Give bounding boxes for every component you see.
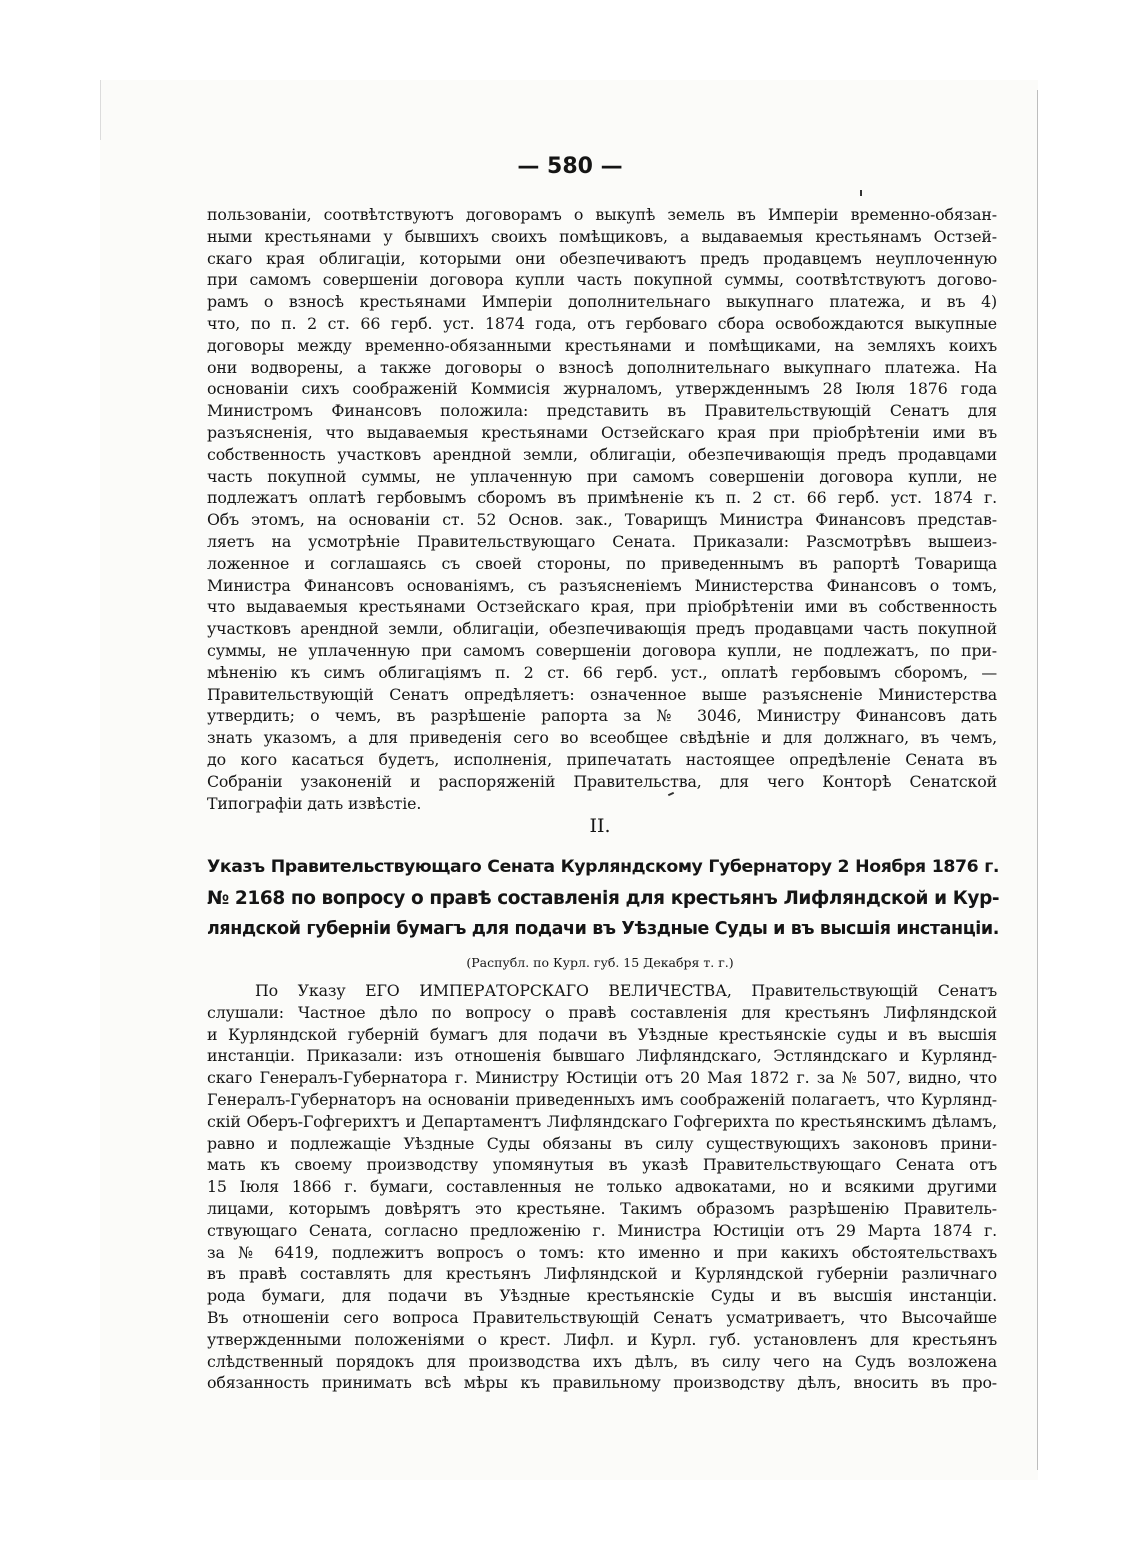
decree-i-text <box>207 204 997 814</box>
text-line: утвержденными положеніями о крест. Лифл. и Курл. губ. установленъ для крестьянъ <box>207 1329 997 1349</box>
text-line: мать къ своему производству упомянутыя въ указѣ Правительствующаго Сената отъ <box>207 1155 997 1175</box>
text-line: и Курляндской губерній бумагъ для подачи въ Уѣздные крестьянскіе суды и въ высшія <box>207 1024 997 1044</box>
text-line: По Указу ЕГО ИМПЕРАТОРСКАГО ВЕЛИЧЕСТВА, Правительствующій Сенатъ <box>255 981 997 1000</box>
decree-ii-text <box>207 980 997 1394</box>
page-edge-left <box>100 80 101 140</box>
text-line: скаго края облигаціи, которыми они обезпечиваютъ предъ продавцемъ неуплоченную <box>207 248 997 268</box>
text-line: скаго Генералъ-Губернатора г. Министру Юстиціи отъ 20 Мая 1872 г. за № 507, видно, что <box>207 1068 997 1088</box>
text-line: ными крестьянами у бывшихъ своихъ помѣщиковъ, а выдаваемыя крестьянамъ Остзей- <box>207 226 997 246</box>
text-line: собственность участковъ арендной земли, облигаціи, обезпечивающія предъ продавцами <box>207 444 997 464</box>
title-line: Указъ Правительствующаго Сената Курляндскому Губернатору 2 Ноября 1876 г. <box>207 857 999 877</box>
text-line: слѣдственный порядокъ для производства ихъ дѣлъ, въ силу чего на Судъ возложена <box>207 1351 997 1371</box>
text-line: мѣненію къ симъ облигаціямъ п. 2 ст. 66 герб. уст., оплатѣ гербовымъ сборомъ, — <box>207 662 997 682</box>
text-line: Въ отношеніи сего вопроса Правительствующій Сенатъ усматриваетъ, что Высочайше <box>207 1307 997 1327</box>
text-line: до кого касаться будетъ, исполненія, припечатать настоящее опредѣленіе Сената въ <box>207 749 997 769</box>
text-line: что выдаваемыя крестьянами Остзейскаго края, при пріобрѣтеніи ими въ собственность <box>207 597 997 617</box>
text-line: участковъ арендной земли, облигаціи, обезпечивающія предъ продавцами часть покупной <box>207 619 997 639</box>
text-line: основаніи сихъ соображеній Коммисія журналомъ, утвержденнымъ 28 Іюля 1876 года <box>207 379 997 399</box>
text-line: знать указомъ, а для приведенія сего во всеобщее свѣдѣніе и для должнаго, въ чемъ, <box>207 728 997 748</box>
text-line: лицами, которымъ довѣрятъ это крестьяне. Такимъ образомъ разрѣшенію Правитель- <box>207 1198 997 1218</box>
text-line: Генералъ-Губернаторъ на основаніи приведенныхъ имъ соображеній полагаетъ, что Курлянд- <box>207 1089 997 1109</box>
decree-title <box>207 852 999 945</box>
title-line: ляндской губерніи бумагъ для подачи въ Уѣздные Суды и въ высшія инстанціи. <box>207 919 999 939</box>
text-line: въ правѣ составлять для крестьянъ Лифляндской и Курляндской губерніи различнаго <box>207 1264 997 1284</box>
page-edge-right <box>1037 90 1038 1470</box>
text-line: что, по п. 2 ст. 66 герб. уст. 1874 года, отъ гербоваго сбора освобождаются выкупные <box>207 313 997 333</box>
text-line: рода бумаги, для подачи въ Уѣздные крестьянскіе Суды и въ высшія инстанціи. <box>207 1286 997 1306</box>
text-line: слушали: Частное дѣло по вопросу о правѣ составленія для крестьянъ Лифляндской <box>207 1002 997 1022</box>
text-line: суммы, не уплаченную при самомъ совершеніи договора купли, не подлежатъ, по при- <box>207 640 997 660</box>
page-number: — 580 — <box>517 154 623 179</box>
text-line: Правительствующій Сенатъ опредѣляетъ: означенное выше разъясненіе Министерства <box>207 684 997 704</box>
text-line: за № 6419, подлежитъ вопросъ о томъ: кто именно и при какихъ обстоятельствахъ <box>207 1242 997 1262</box>
text-line: ложенное и соглашаясь съ своей стороны, по приведеннымъ въ рапортѣ Товарища <box>207 553 997 573</box>
title-line: № 2168 по вопросу о правѣ составленія для крестьянъ Лифляндской и Кур- <box>207 888 999 909</box>
text-line: пользованіи, соотвѣтствуютъ договорамъ о выкупѣ земель въ Имперіи временно-обязан- <box>207 205 997 224</box>
text-line: подлежатъ оплатѣ гербовымъ сборомъ въ примѣненіе къ п. 2 ст. 66 герб. уст. 1874 г. <box>207 488 997 508</box>
text-line: скій Оберъ-Гофгерихтъ и Департаментъ Лифляндскаго Гофгерихта по крестьянскимъ дѣламъ, <box>207 1111 997 1131</box>
text-line: инстанціи. Приказали: изъ отношенія бывшаго Лифляндскаго, Эстляндскаго и Курлянд- <box>207 1046 997 1066</box>
text-line: при самомъ совершеніи договора купли часть покупной суммы, соотвѣтствуютъ догово- <box>207 270 997 290</box>
text-line: Министра Финансовъ основаніямъ, съ разъясненіемъ Министерства Финансовъ о томъ, <box>207 575 997 595</box>
text-line: ствующаго Сената, согласно предложенію г. Министра Юстиціи отъ 29 Марта 1874 г. <box>207 1220 997 1240</box>
text-line: утвердить; о чемъ, въ разрѣшеніе рапорта за № 3046, Министру Финансовъ дать <box>207 706 997 726</box>
section-numeral: II. <box>589 815 611 837</box>
text-line: ляетъ на усмотрѣніе Правительствующаго Сената. Приказали: Разсмотрѣвъ вышеиз- <box>207 531 997 551</box>
text-line: 15 Іюля 1866 г. бумаги, составленныя не только адвокатами, но и всякими другими <box>207 1177 997 1197</box>
publication-note: (Распубл. по Курл. губ. 15 Декабря т. г.) <box>466 955 734 970</box>
text-line: рамъ о взносѣ крестьянами Имперіи дополнительнаго выкупнаго платежа, и въ 4) <box>207 292 997 312</box>
ink-speck <box>860 190 862 196</box>
text-line: Собраніи узаконеній и распоряженій Правительства, для чего Конторѣ Сенатской <box>207 771 997 791</box>
text-line: обязанность принимать всѣ мѣры къ правильному производству дѣлъ, вносить въ про- <box>207 1373 997 1393</box>
text-line: часть покупной суммы, не уплаченную при самомъ совершеніи договора купли, не <box>207 466 997 486</box>
text-line: Объ этомъ, на основаніи ст. 52 Основ. зак., Товарищъ Министра Финансовъ представ- <box>207 510 997 530</box>
text-line: разъясненія, что выдаваемыя крестьянами Остзейскаго края при пріобрѣтеніи ими въ <box>207 422 997 442</box>
text-line: они водворены, а также договоры о взносѣ дополнительнаго выкупнаго платежа. На <box>207 357 997 377</box>
text-line: Министромъ Финансовъ положила: представить въ Правительствующій Сенатъ для <box>207 401 997 421</box>
text-line: договоры между временно-обязанными крестьянами и помѣщиками, на земляхъ коихъ <box>207 335 997 355</box>
text-line: равно и подлежащіе Уѣздные Суды обязаны въ силу существующихъ законовъ прини- <box>207 1133 997 1153</box>
text-line: Типографіи дать извѣстіе. <box>207 793 422 813</box>
